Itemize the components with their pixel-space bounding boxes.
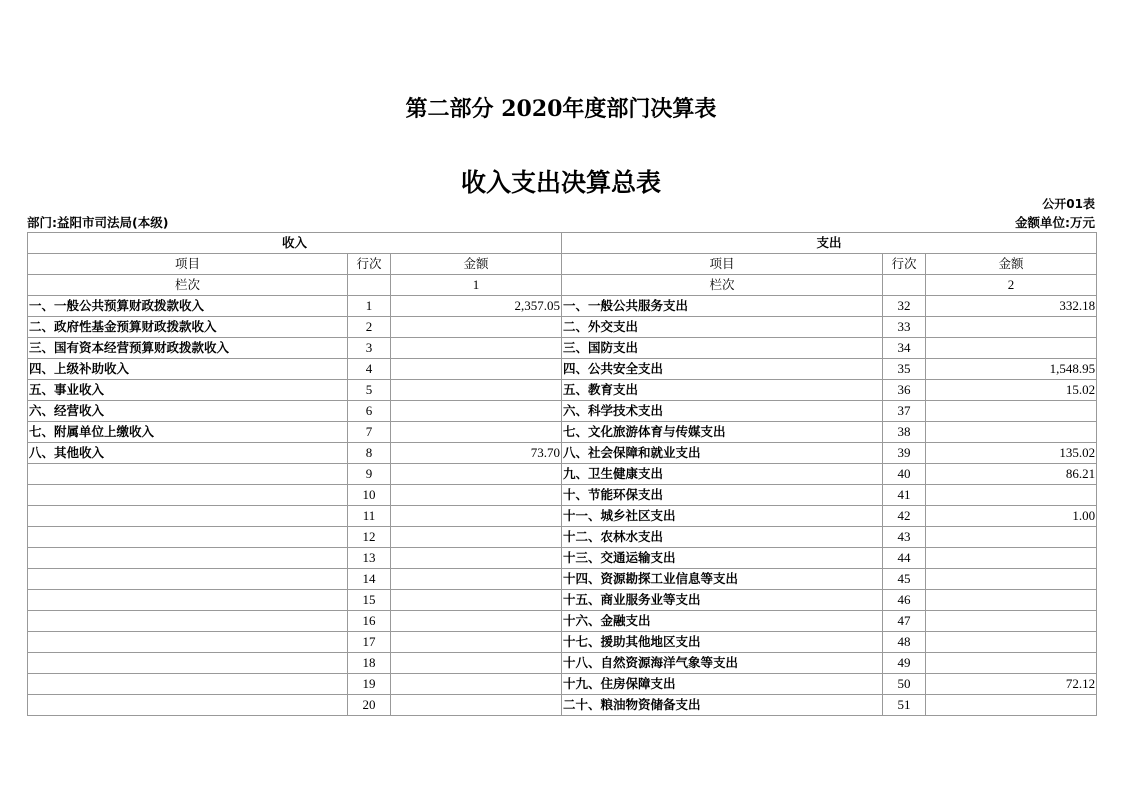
income-row-no: 19 [348, 674, 391, 695]
income-amount [391, 506, 562, 527]
expense-row-no: 34 [883, 338, 926, 359]
expense-row-no: 50 [883, 674, 926, 695]
income-row-no: 10 [348, 485, 391, 506]
income-item: 四、上级补助收入 [28, 359, 348, 380]
income-row-no: 15 [348, 590, 391, 611]
income-index-value: 1 [391, 275, 562, 296]
income-row-no: 1 [348, 296, 391, 317]
expense-item: 五、教育支出 [562, 380, 883, 401]
expense-item: 十五、商业服务业等支出 [562, 590, 883, 611]
income-amount [391, 569, 562, 590]
income-item: 二、政府性基金预算财政拨款收入 [28, 317, 348, 338]
income-row-no: 2 [348, 317, 391, 338]
expense-amount [926, 611, 1097, 632]
income-amount [391, 590, 562, 611]
expense-item: 三、国防支出 [562, 338, 883, 359]
table-row [28, 380, 1097, 401]
income-col-item: 项目 [28, 254, 348, 275]
expense-col-amount: 金额 [926, 254, 1097, 275]
table-row [28, 401, 1097, 422]
expense-row-no: 33 [883, 317, 926, 338]
income-amount [391, 674, 562, 695]
table-title: 收入支出决算总表 [460, 168, 661, 197]
expense-item: 十六、金融支出 [562, 611, 883, 632]
income-row-no: 18 [348, 653, 391, 674]
income-item [28, 527, 348, 548]
expense-amount [926, 632, 1097, 653]
income-item: 八、其他收入 [28, 443, 348, 464]
expense-amount [926, 695, 1097, 716]
income-row-no: 16 [348, 611, 391, 632]
table-row [28, 506, 1097, 527]
expense-amount: 86.21 [926, 464, 1097, 485]
table-row [28, 317, 1097, 338]
expense-amount [926, 569, 1097, 590]
expense-header: 支出 [562, 233, 1097, 254]
expense-row-no: 49 [883, 653, 926, 674]
income-amount [391, 527, 562, 548]
expense-row-no: 36 [883, 380, 926, 401]
income-header: 收入 [28, 233, 562, 254]
income-row-no: 3 [348, 338, 391, 359]
expense-item: 十、节能环保支出 [562, 485, 883, 506]
expense-item: 十八、自然资源海洋气象等支出 [562, 653, 883, 674]
expense-item: 十三、交通运输支出 [562, 548, 883, 569]
income-item [28, 548, 348, 569]
expense-row-no: 51 [883, 695, 926, 716]
expense-row-no: 32 [883, 296, 926, 317]
expense-amount: 72.12 [926, 674, 1097, 695]
expense-index-label: 栏次 [562, 275, 883, 296]
expense-row-no: 44 [883, 548, 926, 569]
table-row [28, 674, 1097, 695]
table-row [28, 422, 1097, 443]
expense-item: 一、一般公共服务支出 [562, 296, 883, 317]
income-row-no: 7 [348, 422, 391, 443]
expense-item: 六、科学技术支出 [562, 401, 883, 422]
income-row-no: 11 [348, 506, 391, 527]
table-row [28, 485, 1097, 506]
table-row [28, 359, 1097, 380]
income-item [28, 674, 348, 695]
expense-row-no: 43 [883, 527, 926, 548]
income-item [28, 611, 348, 632]
income-item [28, 653, 348, 674]
income-row-no: 4 [348, 359, 391, 380]
expense-item: 二十、粮油物资储备支出 [562, 695, 883, 716]
expense-item: 四、公共安全支出 [562, 359, 883, 380]
income-row-no: 14 [348, 569, 391, 590]
income-amount [391, 653, 562, 674]
expense-row-no: 39 [883, 443, 926, 464]
income-index-label: 栏次 [28, 275, 348, 296]
table-row [28, 296, 1097, 317]
income-col-amount: 金额 [391, 254, 562, 275]
income-item [28, 506, 348, 527]
income-amount: 73.70 [391, 443, 562, 464]
income-item [28, 632, 348, 653]
income-row-no: 5 [348, 380, 391, 401]
income-item [28, 590, 348, 611]
expense-item: 十四、资源勘探工业信息等支出 [562, 569, 883, 590]
expense-amount [926, 422, 1097, 443]
income-row-no: 12 [348, 527, 391, 548]
form-number: 公开01表 [1042, 197, 1095, 211]
expense-row-no: 38 [883, 422, 926, 443]
expense-row-no: 40 [883, 464, 926, 485]
income-amount [391, 380, 562, 401]
expense-amount [926, 590, 1097, 611]
income-amount [391, 317, 562, 338]
expense-item: 八、社会保障和就业支出 [562, 443, 883, 464]
table-row [28, 611, 1097, 632]
income-row-no: 8 [348, 443, 391, 464]
income-item [28, 485, 348, 506]
expense-amount [926, 548, 1097, 569]
expense-item: 二、外交支出 [562, 317, 883, 338]
income-amount [391, 485, 562, 506]
expense-amount: 332.18 [926, 296, 1097, 317]
expense-row-no: 37 [883, 401, 926, 422]
income-amount [391, 359, 562, 380]
expense-row-no: 35 [883, 359, 926, 380]
expense-item: 十九、住房保障支出 [562, 674, 883, 695]
table-row [28, 569, 1097, 590]
table-row [28, 695, 1097, 716]
income-amount: 2,357.05 [391, 296, 562, 317]
income-item: 一、一般公共预算财政拨款收入 [28, 296, 348, 317]
expense-amount [926, 653, 1097, 674]
expense-row-no: 46 [883, 590, 926, 611]
income-item [28, 569, 348, 590]
expense-row-no: 47 [883, 611, 926, 632]
income-item [28, 464, 348, 485]
income-row-no: 13 [348, 548, 391, 569]
income-row-no: 6 [348, 401, 391, 422]
expense-amount [926, 317, 1097, 338]
expense-row-no: 41 [883, 485, 926, 506]
income-amount [391, 464, 562, 485]
amount-unit-label: 金额单位:万元 [1015, 215, 1095, 230]
expense-item: 九、卫生健康支出 [562, 464, 883, 485]
document-title: 第二部分 2020年度部门决算表 [405, 96, 717, 122]
table-row [28, 548, 1097, 569]
income-item: 五、事业收入 [28, 380, 348, 401]
income-amount [391, 548, 562, 569]
income-item: 六、经营收入 [28, 401, 348, 422]
expense-amount: 1.00 [926, 506, 1097, 527]
expense-index-value: 2 [926, 275, 1097, 296]
department-label: 部门:益阳市司法局(本级) [27, 215, 169, 230]
income-amount [391, 422, 562, 443]
income-item: 三、国有资本经营预算财政拨款收入 [28, 338, 348, 359]
expense-row-no: 48 [883, 632, 926, 653]
expense-amount [926, 401, 1097, 422]
table-row [28, 653, 1097, 674]
income-row-no: 20 [348, 695, 391, 716]
expense-amount: 15.02 [926, 380, 1097, 401]
income-amount [391, 632, 562, 653]
table-row [28, 338, 1097, 359]
income-col-row: 行次 [348, 254, 391, 275]
table-row [28, 590, 1097, 611]
expense-item: 十七、援助其他地区支出 [562, 632, 883, 653]
income-index-row [348, 275, 391, 296]
income-item: 七、附属单位上缴收入 [28, 422, 348, 443]
expense-row-no: 42 [883, 506, 926, 527]
income-row-no: 9 [348, 464, 391, 485]
expense-row-no: 45 [883, 569, 926, 590]
expense-item: 七、文化旅游体育与传媒支出 [562, 422, 883, 443]
expense-col-item: 项目 [562, 254, 883, 275]
income-item [28, 695, 348, 716]
table-row [28, 443, 1097, 464]
table-row [28, 632, 1097, 653]
income-amount [391, 611, 562, 632]
expense-amount [926, 338, 1097, 359]
income-expense-table [27, 232, 1097, 716]
income-amount [391, 401, 562, 422]
income-row-no: 17 [348, 632, 391, 653]
expense-amount: 1,548.95 [926, 359, 1097, 380]
expense-amount [926, 527, 1097, 548]
expense-amount [926, 485, 1097, 506]
expense-item: 十二、农林水支出 [562, 527, 883, 548]
expense-col-row: 行次 [883, 254, 926, 275]
income-amount [391, 338, 562, 359]
table-row [28, 464, 1097, 485]
expense-index-row [883, 275, 926, 296]
income-amount [391, 695, 562, 716]
table-row [28, 527, 1097, 548]
expense-amount: 135.02 [926, 443, 1097, 464]
expense-item: 十一、城乡社区支出 [562, 506, 883, 527]
